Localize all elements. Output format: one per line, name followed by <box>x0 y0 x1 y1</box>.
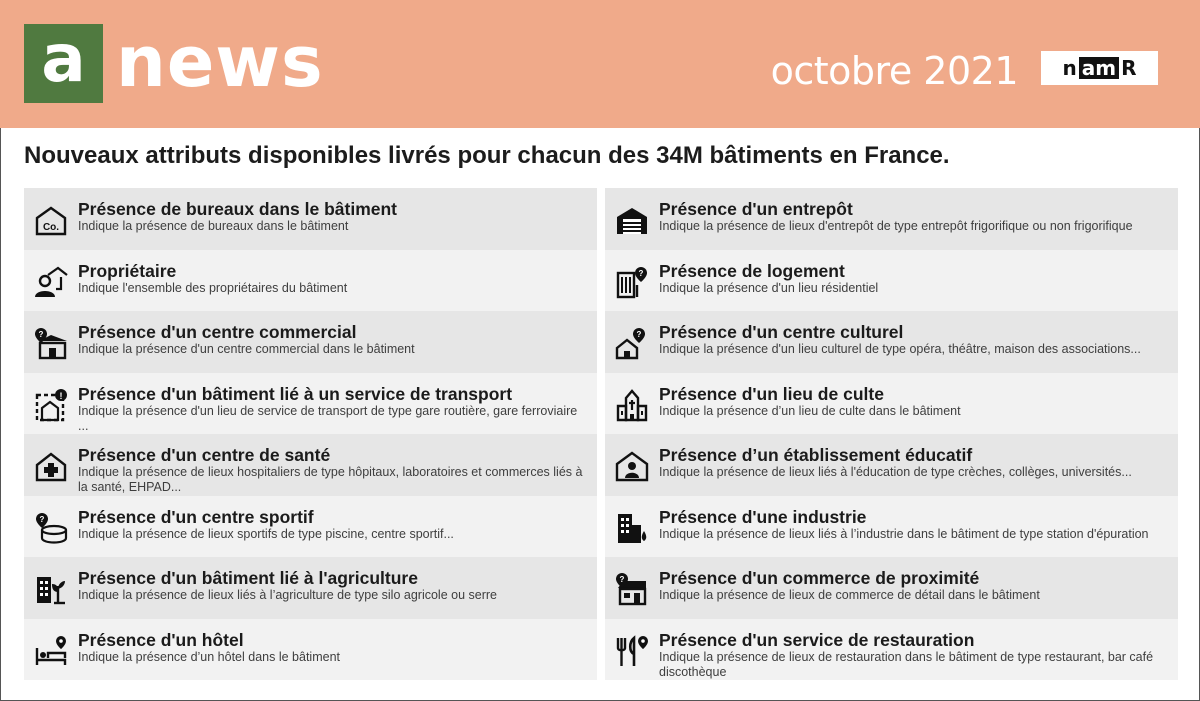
attribute-title: Présence d’un établissement éducatif <box>659 445 973 465</box>
restaurant-icon <box>615 634 649 668</box>
attribute-desc: Indique la présence de bureaux dans le bâtiment <box>78 219 349 233</box>
shopping-center-icon <box>34 326 68 360</box>
housing-icon <box>615 265 649 299</box>
attribute-card <box>24 619 597 681</box>
attribute-title: Présence d'un commerce de proximité <box>659 568 980 588</box>
attribute-desc: Indique la présence d'un centre commercial dans le bâtiment <box>78 342 415 356</box>
attribute-title: Présence d'un centre sportif <box>78 506 314 527</box>
culture-icon <box>615 326 649 360</box>
svg-text:?: ? <box>638 268 644 278</box>
attribute-card <box>605 311 1178 373</box>
transport-icon <box>34 388 68 422</box>
logo-wordmark: news <box>116 21 324 103</box>
brand-logo <box>1041 51 1158 85</box>
attribute-desc: Indique la présence d'un lieu culturel de type opéra, théâtre, maison des associations... <box>659 342 1141 356</box>
office-building-icon <box>34 203 68 237</box>
owner-icon <box>34 265 68 299</box>
attribute-desc: Indique la présence d’un hôtel dans le bâtiment <box>78 649 340 664</box>
brand-prefix: n <box>1062 56 1077 80</box>
attribute-title: Présence d'un service de restauration <box>659 629 975 650</box>
attribute-card <box>605 434 1178 496</box>
agriculture-icon <box>34 572 68 606</box>
attribute-card <box>24 557 597 619</box>
education-icon <box>615 449 649 483</box>
logo-mark: a <box>24 24 103 103</box>
attribute-card <box>24 434 597 496</box>
hotel-icon <box>34 634 68 668</box>
attribute-title: Présence de bureaux dans le bâtiment <box>78 199 398 219</box>
attribute-card <box>24 188 597 250</box>
attribute-desc: Indique la présence d'un lieu de service de transport de type gare routière, gare ferroviaire ... <box>78 403 578 433</box>
industry-icon <box>615 511 649 545</box>
attribute-desc: Indique la présence de lieux hospitaliers de type hôpitaux, laboratoires et commerces liés à la santé, EHPAD... <box>78 465 583 494</box>
attribute-title: Présence d'un centre de santé <box>78 445 331 465</box>
attribute-title: Présence d'un lieu de culte <box>659 383 884 404</box>
attribute-desc: Indique la présence de lieux de restauration dans le bâtiment de type restaurant, bar café discothèque <box>659 649 1154 679</box>
local-shop-icon <box>615 572 649 606</box>
attribute-title: Présence d'un centre culturel <box>659 322 904 342</box>
svg-text:?: ? <box>38 330 44 339</box>
brand-box: am <box>1079 57 1119 79</box>
attribute-title: Présence de logement <box>659 260 845 281</box>
svg-text:Co.: Co. <box>42 222 60 233</box>
attribute-card <box>605 250 1178 312</box>
attribute-desc: Indique la présence de lieux liés à l’agriculture de type silo agricole ou serre <box>78 588 497 602</box>
attribute-card <box>605 188 1178 250</box>
attribute-desc: Indique la présence de lieux de commerce de détail dans le bâtiment <box>659 588 1040 602</box>
attribute-desc: Indique la présence d’un lieu de culte dans le bâtiment <box>659 403 961 418</box>
attribute-title: Présence d'un centre commercial <box>78 322 357 342</box>
brand-suffix: R <box>1121 56 1137 80</box>
attribute-title: Présence d'une industrie <box>659 506 867 527</box>
attribute-card <box>605 496 1178 558</box>
attribute-card <box>24 373 597 435</box>
attribute-title: Présence d'un hôtel <box>78 629 244 650</box>
issue-date: octobre 2021 <box>770 49 1018 93</box>
attribute-desc: Indique la présence d'un lieu résidentiel <box>659 280 879 295</box>
left-column <box>24 188 597 680</box>
attribute-desc: Indique la présence de lieux liés à l’industrie dans le bâtiment de type station d'épuration <box>659 526 1149 541</box>
right-column <box>605 188 1178 680</box>
attribute-card <box>24 496 597 558</box>
attribute-desc: Indique la présence de lieux sportifs de type piscine, centre sportif... <box>78 526 454 541</box>
attribute-title: Présence d'un entrepôt <box>659 199 853 219</box>
attribute-card <box>605 373 1178 435</box>
attribute-desc: Indique la présence de lieux liés à l'éducation de type crèches, collèges, universités... <box>659 465 1132 479</box>
attribute-card <box>605 619 1178 681</box>
attribute-card <box>24 250 597 312</box>
sport-icon <box>34 511 68 545</box>
attribute-title: Propriétaire <box>78 260 177 281</box>
attribute-desc: Indique l'ensemble des propriétaires du bâtiment <box>78 280 348 295</box>
health-icon <box>34 449 68 483</box>
page-title: Nouveaux attributs disponibles livrés pour chacun des 34M bâtiments en France. <box>24 142 950 169</box>
svg-text:!: ! <box>59 390 63 401</box>
svg-text:?: ? <box>636 330 642 339</box>
attribute-card <box>605 557 1178 619</box>
attribute-title: Présence d'un bâtiment lié à un service de transport <box>78 383 513 404</box>
svg-text:?: ? <box>39 514 45 524</box>
warehouse-icon <box>615 203 649 237</box>
svg-text:?: ? <box>619 575 625 584</box>
header-banner <box>0 0 1200 128</box>
worship-icon <box>615 388 649 422</box>
attribute-card <box>24 311 597 373</box>
attribute-title: Présence d'un bâtiment lié à l'agriculture <box>78 568 418 588</box>
attribute-desc: Indique la présence de lieux d'entrepôt de type entrepôt frigorifique ou non frigorifique <box>659 219 1133 233</box>
